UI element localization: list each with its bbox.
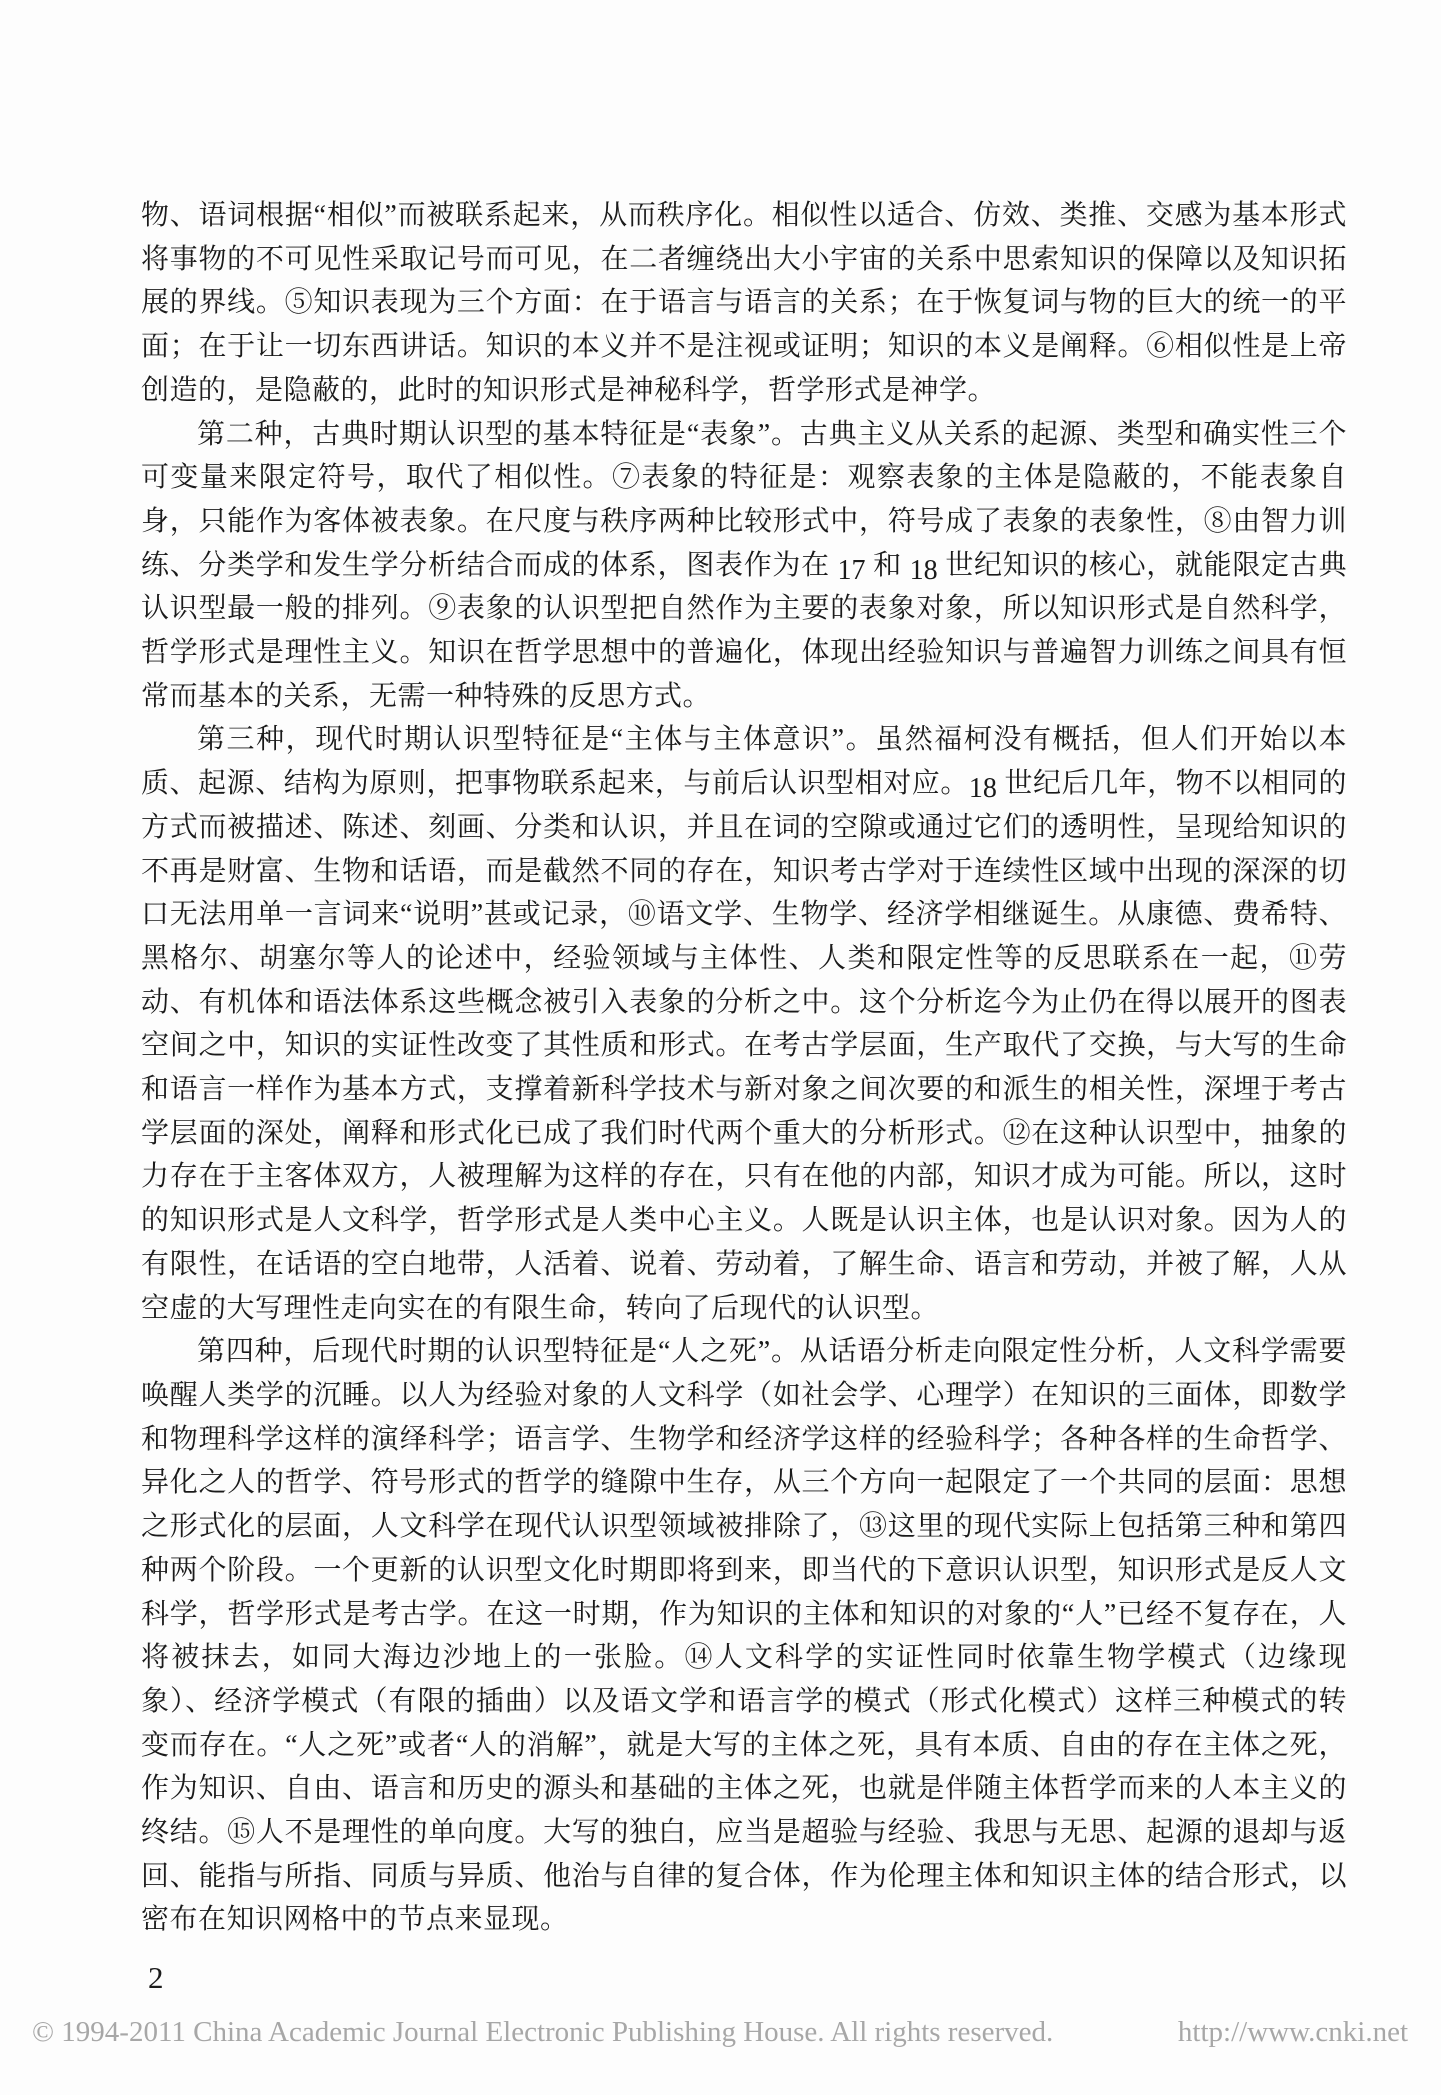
- footer-copyright: © 1994-2011 China Academic Journal Electronic Publishing House. All rights reserved.: [32, 2016, 1054, 2048]
- footer-url: http://www.cnki.net: [1177, 2016, 1408, 2048]
- paragraph-fourth-episteme: 第四种，后现代时期的认识型特征是“人之死”。从话语分析走向限定性分析，人文科学需要唤醒人类学的沉睡。以人为经验对象的人文科学（如社会学、心理学）在知识的三面体，即数学和物理科学这样的演绎科学；语言学、生物学和经济学这样的经验科学；各种各样的生命哲学、异化之人的哲学、符号形式的哲学的缝隙中生存，从三个方向一起限定了一个共同的层面：思想之形式化的层面，人文科学在现代认识型领域被排除了，⑬这里的现代实际上包括第三种和第四种两个阶段。一个更新的认识型文化时期即将到来，即当代的下意识认识型，知识形式是反人文科学，哲学形式是考古学。在这一时期，作为知识的主体和知识的对象的“人”已经不复存在，人将被抹去，如同大海边沙地上的一张脸。⑭人文科学的实证性同时依靠生物学模式（边缘现象）、经济学模式（有限的插曲）以及语文学和语言学的模式（形式化模式）这样三种模式的转变而存在。“人之死”或者“人的消解”，就是大写的主体之死，具有本质、自由的存在主体之死，作为知识、自由、语言和历史的源头和基础的主体之死，也就是伴随主体哲学而来的人本主义的终结。⑮人不是理性的单向度。大写的独白，应当是超验与经验、我思与无思、起源的退却与返回、能指与所指、同质与异质、他治与自律的复合体，作为伦理主体和知识主体的结合形式，以密布在知识网格中的节点来显现。: [141, 1336, 1347, 1936]
- page-number: 2: [148, 1960, 164, 1995]
- article-body: [141, 194, 1347, 1942]
- paragraph-second-episteme: 第二种，古典时期认识型的基本特征是“表象”。古典主义从关系的起源、类型和确实性三个可变量来限定符号，取代了相似性。⑦表象的特征是：观察表象的主体是隐蔽的，不能表象自身，只能作为客体被表象。在尺度与秩序两种比较形式中，符号成了表象的表象性，⑧由智力训练、分类学和发生学分析结合而成的体系，图表作为在 17 和 18 世纪知识的核心，就能限定古典认识型最一般的排列。⑨表象的认识型把自然作为主要的表象对象，所以知识形式是自然科学，哲学形式是理性主义。知识在哲学思想中的普遍化，体现出经验知识与普遍智力训练之间具有恒常而基本的关系，无需一种特殊的反思方式。: [141, 418, 1347, 712]
- paragraph-third-episteme: 第三种，现代时期认识型特征是“主体与主体意识”。虽然福柯没有概括，但人们开始以本质、起源、结构为原则，把事物联系起来，与前后认识型相对应。18 世纪后几年，物不以相同的方式而被描述、陈述、刻画、分类和认识，并且在词的空隙或通过它们的透明性，呈现给知识的不再是财富、生物和话语，而是截然不同的存在，知识考古学对于连续性区域中出现的深深的切口无法用单一言词来“说明”甚或记录，⑩语文学、生物学、经济学相继诞生。从康德、费希特、黑格尔、胡塞尔等人的论述中，经验领域与主体性、人类和限定性等的反思联系在一起，⑪劳动、有机体和语法体系这些概念被引入表象的分析之中。这个分析迄今为止仍在得以展开的图表空间之中，知识的实证性改变了其性质和形式。在考古学层面，生产取代了交换，与大写的生命和语言一样作为基本方式，支撑着新科学技术与新对象之间次要的和派生的相关性，深埋于考古学层面的深处，阐释和形式化已成了我们时代两个重大的分析形式。⑫在这种认识型中，抽象的力存在于主客体双方，人被理解为这样的存在，只有在他的内部，知识才成为可能。所以，这时的知识形式是人文科学，哲学形式是人类中心主义。人既是认识主体，也是认识对象。因为人的有限性，在话语的空白地带，人活着、说着、劳动着，了解生命、语言和劳动，并被了解，人从空虚的大写理性走向实在的有限生命，转向了后现代的认识型。: [141, 724, 1347, 1324]
- paragraph-continuation: 物、语词根据“相似”而被联系起来，从而秩序化。相似性以适合、仿效、类推、交感为基本形式将事物的不可见性采取记号而可见，在二者缠绕出大小宇宙的关系中思索知识的保障以及知识拓展的界线。⑤知识表现为三个方面：在于语言与语言的关系；在于恢复词与物的巨大的统一的平面；在于让一切东西讲话。知识的本义并不是注视或证明；知识的本义是阐释。⑥相似性是上帝创造的，是隐蔽的，此时的知识形式是神秘科学，哲学形式是神学。: [141, 200, 1347, 406]
- footer: [32, 2016, 1408, 2049]
